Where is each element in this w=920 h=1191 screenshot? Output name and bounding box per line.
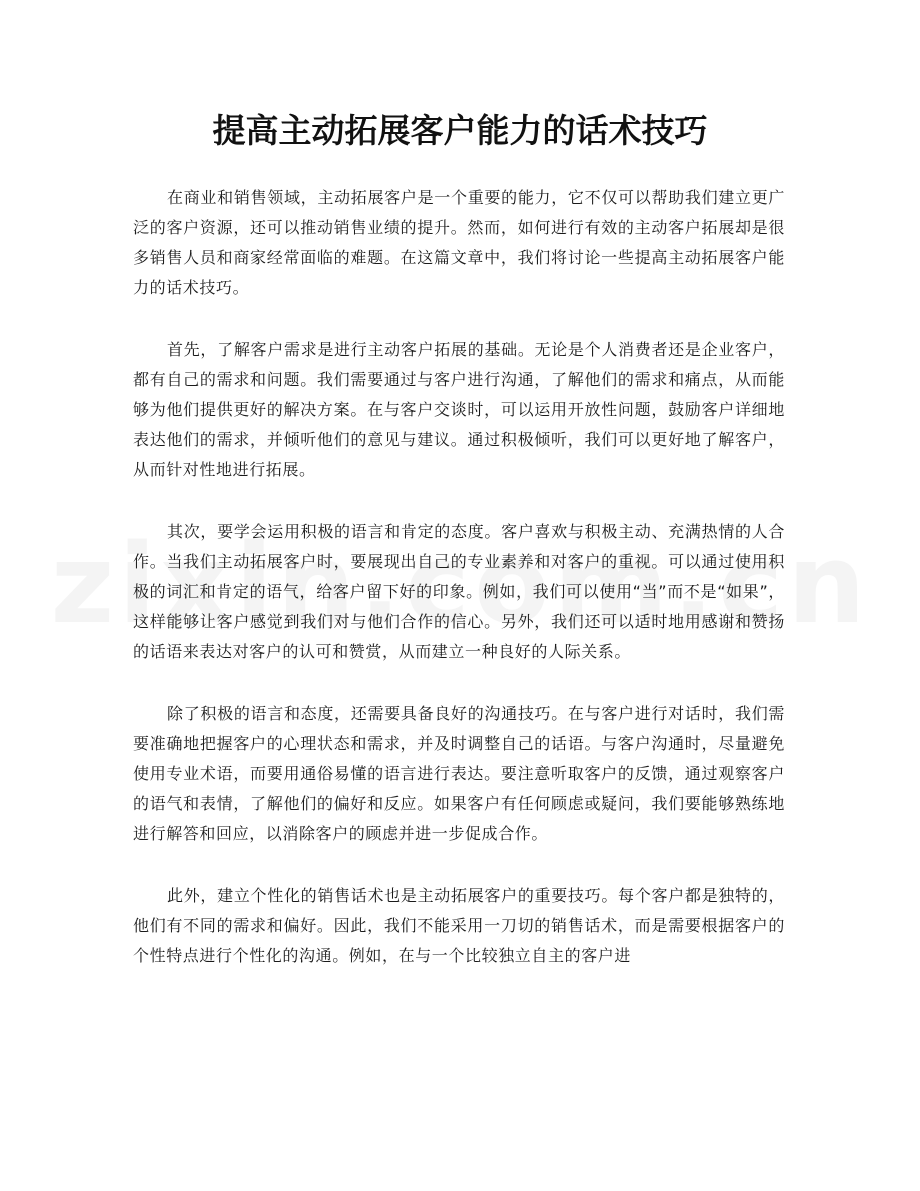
paragraph-1: 在商业和销售领域，主动拓展客户是一个重要的能力，它不仅可以帮助我们建立更广泛的客户资源，还可以推动销售业绩的提升。然而，如何进行有效的主动客户拓展却是很多销售人员和商家经常面临的难题。在这篇文章中，我们将讨论一些提高主动拓展客户能力的话术技巧。 (133, 188, 785, 297)
paragraph-2: 首先，了解客户需求是进行主动客户拓展的基础。无论是个人消费者还是企业客户，都有自己的需求和问题。我们需要通过与客户进行沟通，了解他们的需求和痛点，从而能够为他们提供更好的解决方案。在与客户交谈时，可以运用开放性问题，鼓励客户详细地表达他们的需求，并倾听他们的意见与建议。通过积极倾听，我们可以更好地了解客户，从而针对性地进行拓展。 (133, 340, 785, 479)
document-title: 提高主动拓展客户能力的话术技巧 (212, 111, 708, 150)
document-body (133, 183, 785, 1003)
paragraph-3: 其次，要学会运用积极的语言和肯定的态度。客户喜欢与积极主动、充满热情的人合作。当我们主动拓展客户时，要展现出自己的专业素养和对客户的重视。可以通过使用积极的词汇和肯定的语气，给客户留下好的印象。例如，我们可以使用“当”而不是“如果”，这样能够让客户感觉到我们对与他们合作的信心。另外，我们还可以适时地用感谢和赞扬的话语来表达对客户的认可和赞赏，从而建立一种良好的人际关系。 (133, 522, 785, 661)
paragraph-4: 除了积极的语言和态度，还需要具备良好的沟通技巧。在与客户进行对话时，我们需要准确地把握客户的心理状态和需求，并及时调整自己的话语。与客户沟通时，尽量避免使用专业术语，而要用通俗易懂的语言进行表达。要注意听取客户的反馈，通过观察客户的语气和表情，了解他们的偏好和反应。如果客户有任何顾虑或疑问，我们要能够熟练地进行解答和回应，以消除客户的顾虑并进一步促成合作。 (133, 704, 785, 843)
paragraph-5: 此外，建立个性化的销售话术也是主动拓展客户的重要技巧。每个客户都是独特的，他们有不同的需求和偏好。因此，我们不能采用一刀切的销售话术，而是需要根据客户的个性特点进行个性化的沟通。例如，在与一个比较独立自主的客户进 (133, 886, 785, 965)
